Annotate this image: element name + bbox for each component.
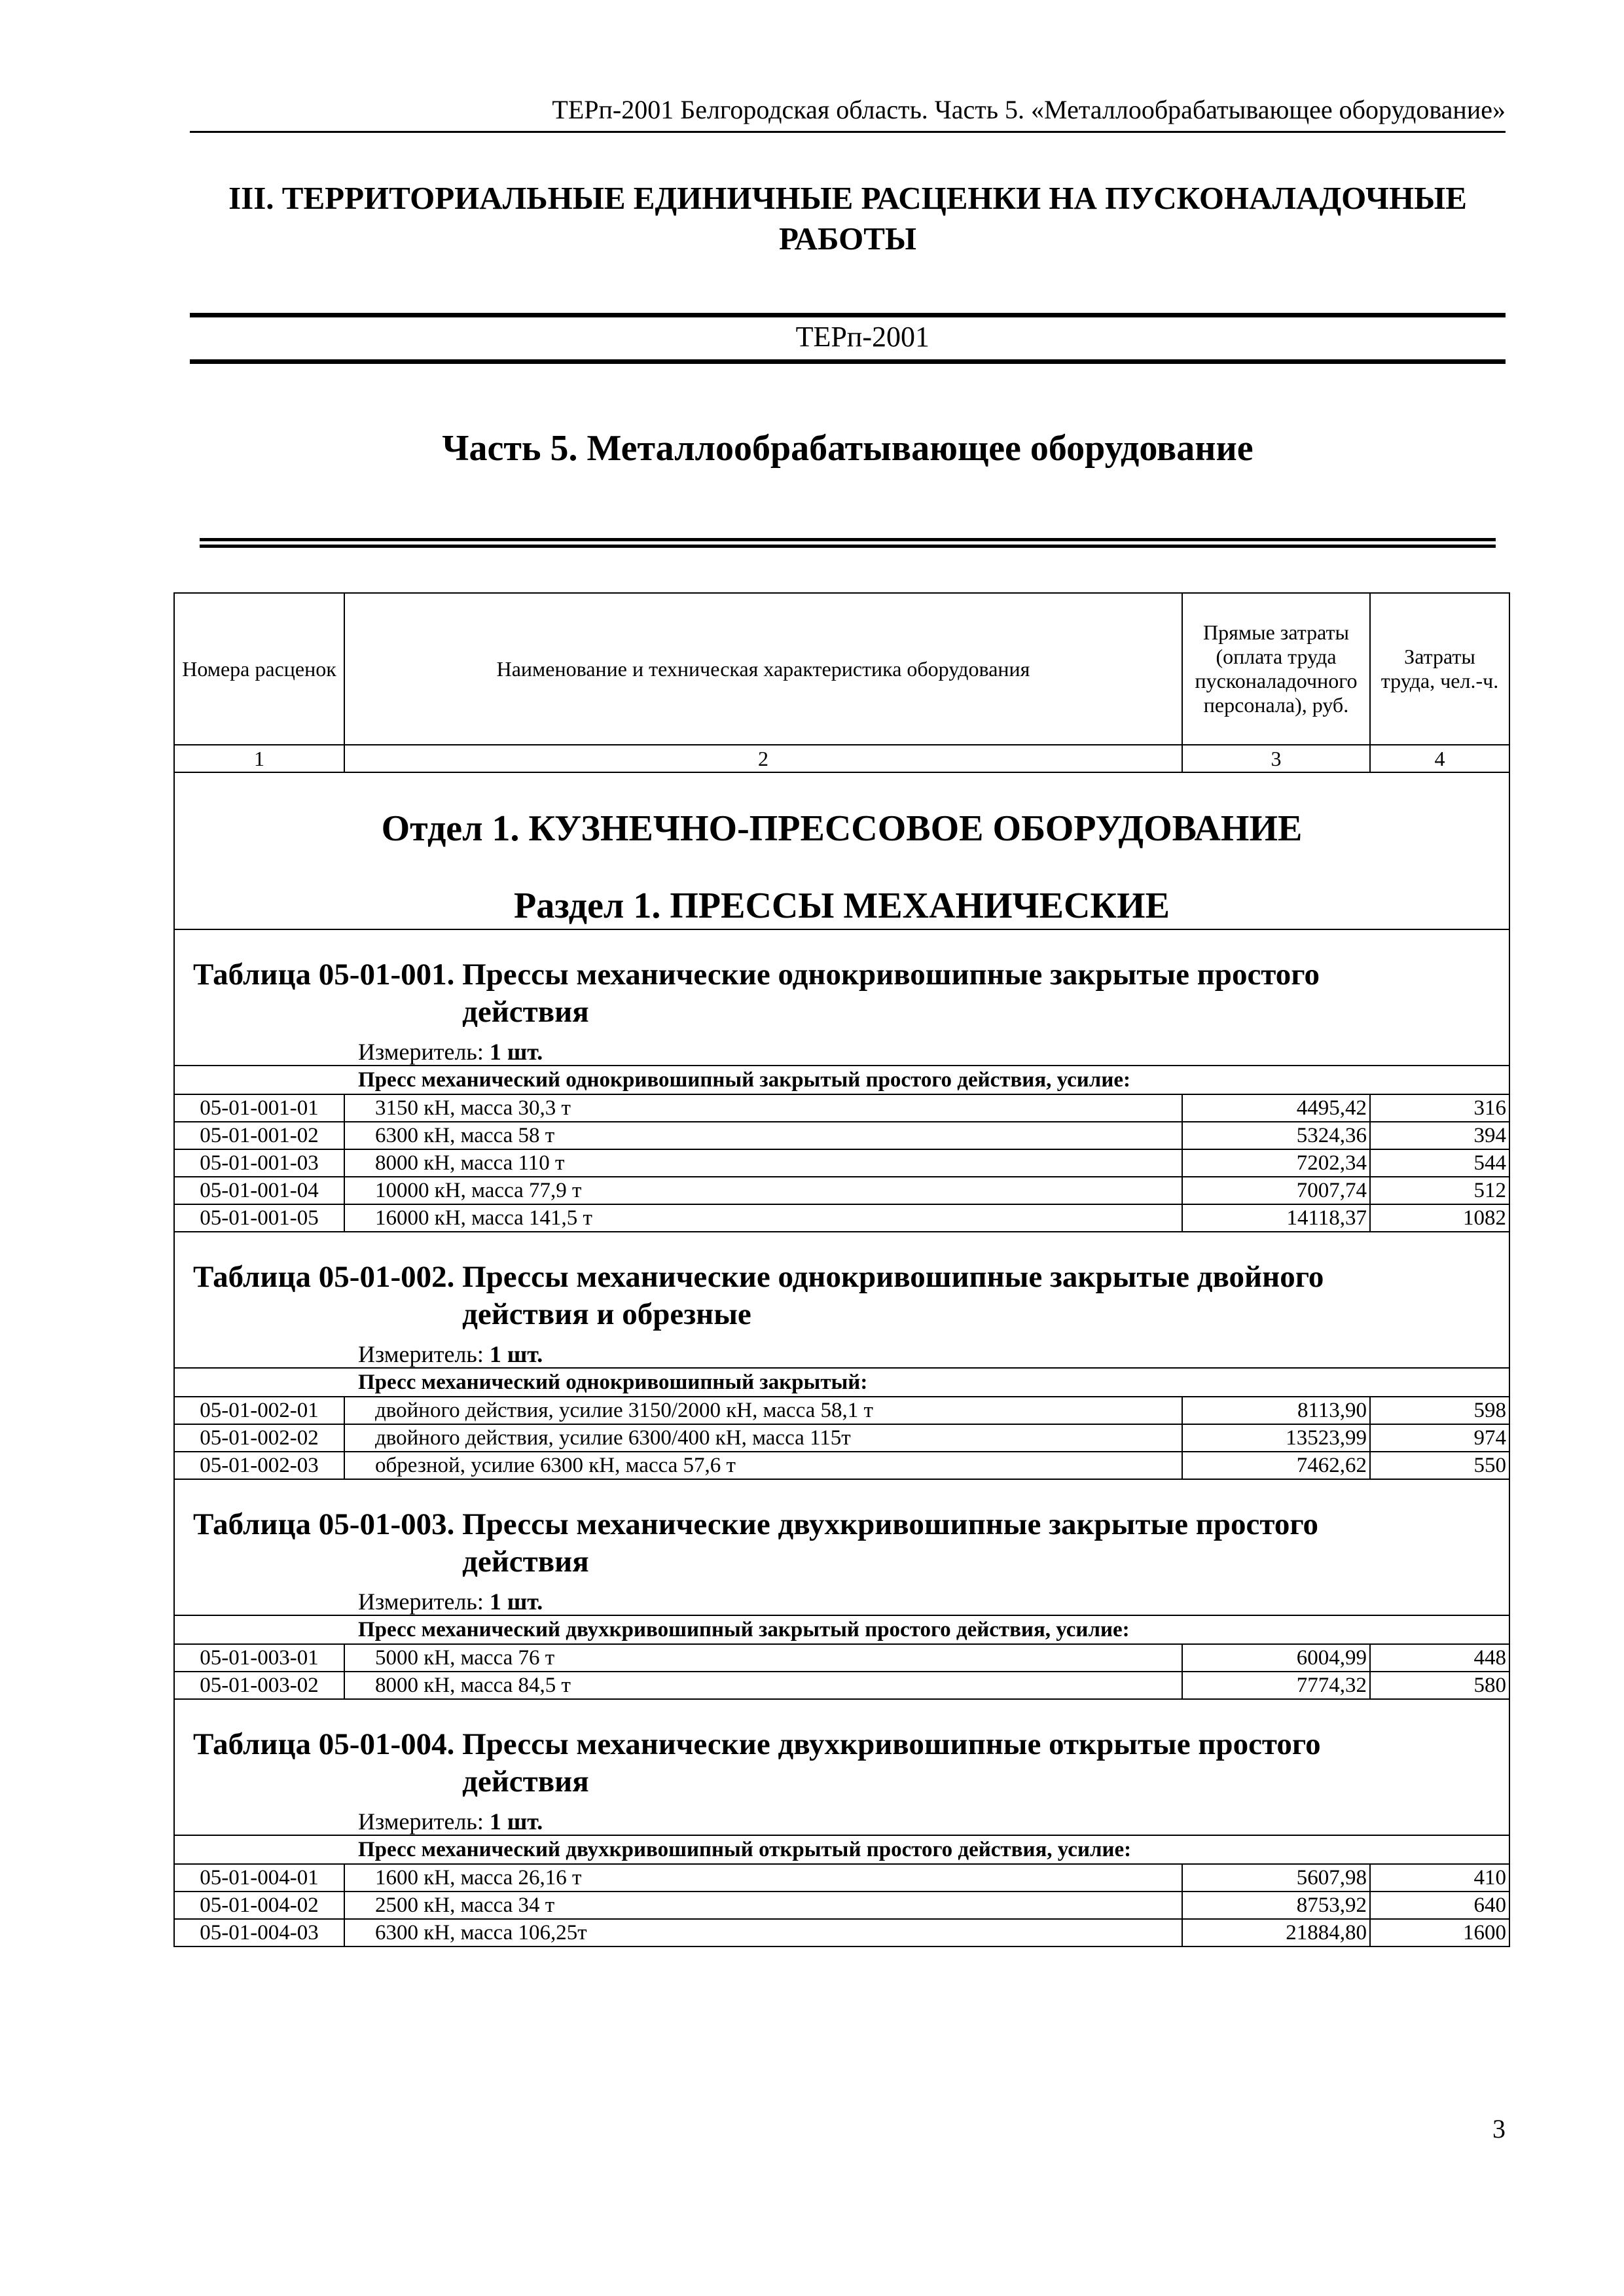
group-row [174, 1835, 1509, 1864]
measure-label: Измеритель: [358, 1039, 484, 1065]
table-block-title [175, 1506, 1509, 1581]
labor-hours: 640 [1370, 1892, 1509, 1919]
table-block-title-cell [174, 1479, 1509, 1615]
group-heading: Пресс механический двухкривошипный открытый простого действия, усилие: [174, 1835, 1509, 1864]
department-title: Отдел 1. КУЗНЕЧНО-ПРЕССОВОЕ ОБОРУДОВАНИЕ [381, 808, 1303, 849]
header-equipment-name: Наименование и техническая характеристика оборудования [344, 593, 1182, 745]
direct-cost: 7007,74 [1182, 1177, 1370, 1204]
table-block-number: Таблица 05-01-002. [193, 1260, 455, 1294]
table-row [174, 1672, 1509, 1699]
table-block-name: Прессы механические однокривошипные закрытые двойного действия и обрезные [462, 1260, 1324, 1331]
measure-label: Измеритель: [358, 1588, 484, 1615]
direct-cost: 6004,99 [1182, 1644, 1370, 1672]
department-row [174, 772, 1509, 929]
labor-hours: 580 [1370, 1672, 1509, 1699]
direct-cost: 8113,90 [1182, 1397, 1370, 1424]
table-block-name: Прессы механические однокривошипные закрытые простого действия [462, 958, 1320, 1029]
table-block-number: Таблица 05-01-003. [193, 1507, 455, 1541]
labor-hours: 394 [1370, 1122, 1509, 1149]
table-row [174, 1452, 1509, 1479]
measure-value: 1 шт. [489, 1588, 543, 1615]
header-rule [190, 131, 1506, 133]
header-labor-costs: Затраты труда, чел.-ч. [1370, 593, 1509, 745]
equipment-name: двойного действия, усилие 6300/400 кН, масса 115т [344, 1424, 1182, 1452]
table-row [174, 1094, 1509, 1122]
group-row [174, 1615, 1509, 1644]
equipment-name: 6300 кН, масса 58 т [344, 1122, 1182, 1149]
doc-code-rule-top [190, 313, 1506, 317]
measure-unit [175, 1039, 1509, 1065]
section-heading: Раздел 1. ПРЕССЫ МЕХАНИЧЕСКИЕ [514, 886, 1170, 926]
labor-hours: 316 [1370, 1094, 1509, 1122]
equipment-name: 8000 кН, масса 110 т [344, 1149, 1182, 1177]
direct-cost: 5324,36 [1182, 1122, 1370, 1149]
rate-code: 05-01-001-01 [174, 1094, 344, 1122]
table-block-name: Прессы механические двухкривошипные открытые простого действия [462, 1727, 1321, 1799]
rate-code: 05-01-004-01 [174, 1864, 344, 1892]
department-cell [174, 772, 1509, 929]
direct-cost: 13523,99 [1182, 1424, 1370, 1452]
direct-cost: 7462,62 [1182, 1452, 1370, 1479]
rate-code: 05-01-002-02 [174, 1424, 344, 1452]
measure-value: 1 шт. [489, 1808, 543, 1835]
table-block-number: Таблица 05-01-001. [193, 958, 455, 992]
table-block-title-row [174, 1479, 1509, 1615]
table-block-title-row [174, 1232, 1509, 1368]
labor-hours: 448 [1370, 1644, 1509, 1672]
part-title: Часть 5. Металлообрабатывающее оборудование [442, 428, 1254, 469]
equipment-name: 8000 кН, масса 84,5 т [344, 1672, 1182, 1699]
table-block-title-row [174, 929, 1509, 1066]
rate-code: 05-01-003-01 [174, 1644, 344, 1672]
rate-code: 05-01-004-03 [174, 1919, 344, 1946]
group-row [174, 1368, 1509, 1397]
measure-label: Измеритель: [358, 1341, 484, 1367]
labor-hours: 550 [1370, 1452, 1509, 1479]
table-row [174, 1864, 1509, 1892]
group-row [174, 1066, 1509, 1094]
labor-hours: 544 [1370, 1149, 1509, 1177]
measure-unit [175, 1341, 1509, 1367]
rate-code: 05-01-001-03 [174, 1149, 344, 1177]
section-title: III. ТЕРРИТОРИАЛЬНЫЕ ЕДИНИЧНЫЕ РАСЦЕНКИ НА ПУСКОНАЛАДОЧНЫЕ РАБОТЫ [228, 180, 1467, 257]
table-row [174, 1424, 1509, 1452]
doc-code-rule-bottom [190, 359, 1506, 364]
column-number: 3 [1182, 745, 1370, 772]
running-header: ТЕРп-2001 Белгородская область. Часть 5. «Металлообрабатывающее оборудование» [552, 95, 1506, 124]
equipment-name: обрезной, усилие 6300 кН, масса 57,6 т [344, 1452, 1182, 1479]
measure-value: 1 шт. [489, 1341, 543, 1367]
group-heading: Пресс механический однокривошипный закрытый: [174, 1368, 1509, 1397]
table-block-title-row [174, 1699, 1509, 1835]
table-block-gap [454, 1259, 462, 1333]
table-block-gap [454, 1506, 462, 1581]
equipment-name: 1600 кН, масса 26,16 т [344, 1864, 1182, 1892]
rate-code: 05-01-003-02 [174, 1672, 344, 1699]
header-direct-costs: Прямые затраты (оплата труда пусконаладочного персонала), руб. [1182, 593, 1370, 745]
rate-code: 05-01-001-04 [174, 1177, 344, 1204]
measure-value: 1 шт. [489, 1039, 543, 1065]
table-block-title [175, 1259, 1509, 1333]
table-block-number: Таблица 05-01-004. [193, 1727, 455, 1761]
table-header-row [174, 593, 1509, 745]
table-row [174, 1149, 1509, 1177]
group-heading: Пресс механический двухкривошипный закрытый простого действия, усилие: [174, 1615, 1509, 1644]
rate-code: 05-01-001-02 [174, 1122, 344, 1149]
table-block-name: Прессы механические двухкривошипные закрытые простого действия [462, 1507, 1318, 1579]
equipment-name: двойного действия, усилие 3150/2000 кН, масса 58,1 т [344, 1397, 1182, 1424]
table-row [174, 1397, 1509, 1424]
labor-hours: 974 [1370, 1424, 1509, 1452]
direct-cost: 21884,80 [1182, 1919, 1370, 1946]
column-number: 1 [174, 745, 344, 772]
labor-hours: 1600 [1370, 1919, 1509, 1946]
double-rule-upper [200, 538, 1496, 541]
direct-cost: 4495,42 [1182, 1094, 1370, 1122]
equipment-name: 5000 кН, масса 76 т [344, 1644, 1182, 1672]
equipment-name: 2500 кН, масса 34 т [344, 1892, 1182, 1919]
labor-hours: 1082 [1370, 1204, 1509, 1232]
table-block-title [175, 956, 1509, 1031]
table-block-gap [454, 1726, 462, 1801]
rate-code: 05-01-004-02 [174, 1892, 344, 1919]
rate-code: 05-01-002-01 [174, 1397, 344, 1424]
labor-hours: 598 [1370, 1397, 1509, 1424]
direct-cost: 8753,92 [1182, 1892, 1370, 1919]
table-row [174, 1919, 1509, 1946]
page-number: 3 [1492, 2114, 1506, 2144]
table-block-title-cell [174, 1232, 1509, 1368]
rates-table [173, 592, 1510, 1947]
direct-cost: 7202,34 [1182, 1149, 1370, 1177]
measure-unit [175, 1588, 1509, 1615]
column-number: 4 [1370, 745, 1509, 772]
labor-hours: 512 [1370, 1177, 1509, 1204]
table-row [174, 1644, 1509, 1672]
column-number-row [174, 745, 1509, 772]
direct-cost: 5607,98 [1182, 1864, 1370, 1892]
header-rate-number: Номера расценок [174, 593, 344, 745]
measure-label: Измеритель: [358, 1808, 484, 1835]
equipment-name: 3150 кН, масса 30,3 т [344, 1094, 1182, 1122]
equipment-name: 10000 кН, масса 77,9 т [344, 1177, 1182, 1204]
column-number: 2 [344, 745, 1182, 772]
measure-unit [175, 1808, 1509, 1835]
doc-code: ТЕРп-2001 [795, 321, 929, 353]
rate-code: 05-01-002-03 [174, 1452, 344, 1479]
double-rule-lower [200, 545, 1496, 548]
direct-cost: 7774,32 [1182, 1672, 1370, 1699]
table-row [174, 1177, 1509, 1204]
table-block-title-cell [174, 929, 1509, 1066]
table-block-title-cell [174, 1699, 1509, 1835]
equipment-name: 6300 кН, масса 106,25т [344, 1919, 1182, 1946]
table-block-gap [454, 956, 462, 1031]
equipment-name: 16000 кН, масса 141,5 т [344, 1204, 1182, 1232]
table-row [174, 1122, 1509, 1149]
table-block-title [175, 1726, 1509, 1801]
table-row [174, 1204, 1509, 1232]
direct-cost: 14118,37 [1182, 1204, 1370, 1232]
table-row [174, 1892, 1509, 1919]
group-heading: Пресс механический однокривошипный закрытый простого действия, усилие: [174, 1066, 1509, 1094]
labor-hours: 410 [1370, 1864, 1509, 1892]
rate-code: 05-01-001-05 [174, 1204, 344, 1232]
